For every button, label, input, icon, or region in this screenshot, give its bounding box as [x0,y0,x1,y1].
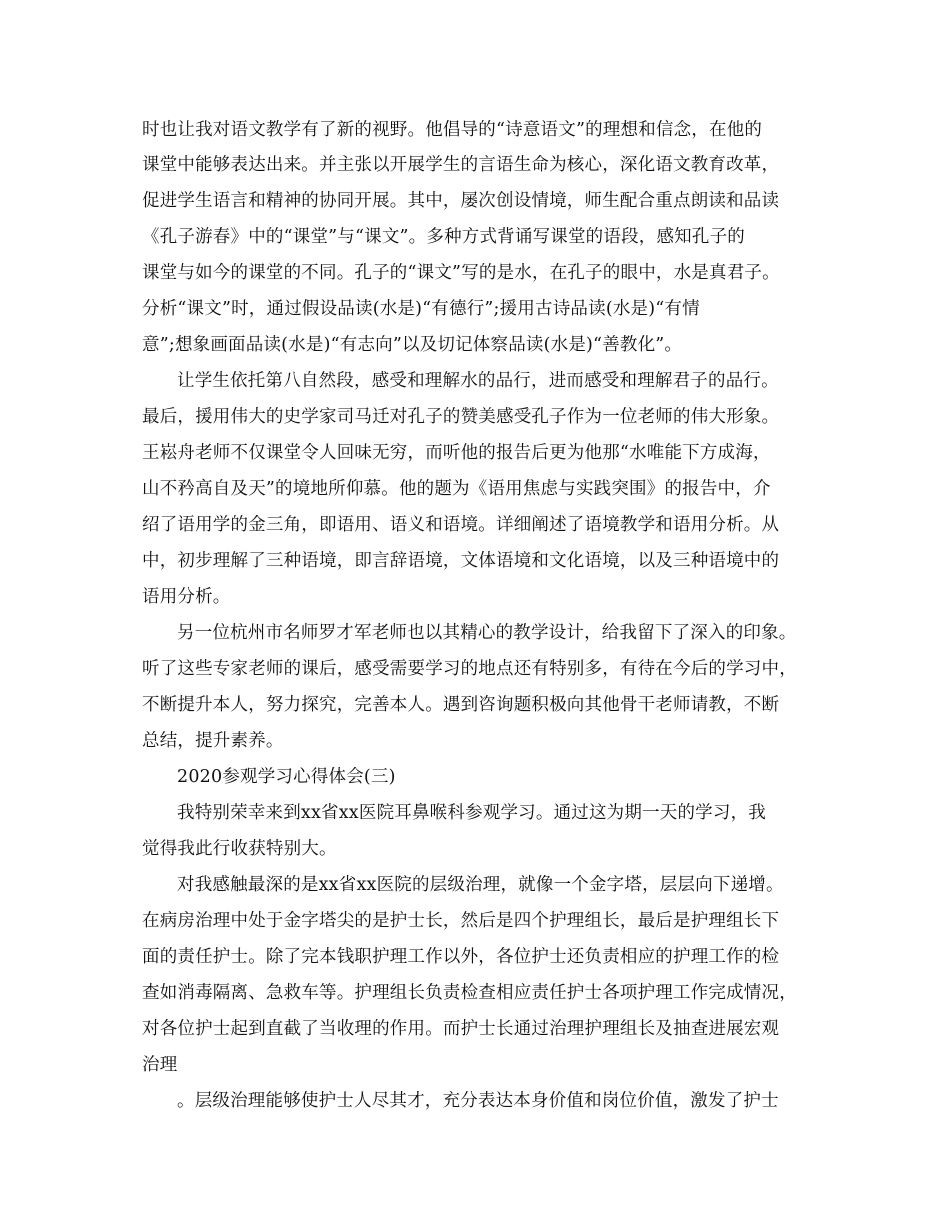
text-line: 治理 [142,1055,178,1075]
text-line: 面的责任护士。除了完本钱职护理工作以外，各位护士还负责相应的护理工作的检 [142,947,780,967]
text-line: 最后，援用伟大的史学家司马迁对孔子的赞美感受孔子作为一位老师的伟大形象。 [142,407,780,427]
text-line: 《孔子游春》中的“课堂”与“课文”。多种方式背诵写课堂的语段，感知孔子的 [142,227,745,247]
paragraph-start: 另一位杭州市名师罗才军老师也以其精心的教学设计，给我留下了深入的印象。 [177,623,797,643]
text-line: 总结，提升素养。 [142,731,284,751]
text-line: 促进学生语言和精神的协同开展。其中，屡次创设情境，师生配合重点朗读和品读 [142,191,780,211]
text-line: 中，初步理解了三种语境，即言辞语境，文体语境和文化语境，以及三种语境中的 [142,551,780,571]
text-line: 课堂中能够表达出来。并主张以开展学生的言语生命为核心，深化语文教育改革， [142,155,780,175]
text-line: 课堂与如今的课堂的不同。孔子的“课文”写的是水，在孔子的眼中，水是真君子。 [142,263,780,283]
text-line: 对各位护士起到直截了当收理的作用。而护士长通过治理护理组长及抽查进展宏观 [142,1019,780,1039]
text-line: 时也让我对语文教学有了新的视野。他倡导的“诗意语文”的理想和信念，在他的 [142,120,763,140]
text-line: 山不矜高自及天”的境地所仰慕。他的题为《语用焦虑与实践突围》的报告中，介 [142,479,771,499]
text-line: 分析“课文”时，通过假设品读(水是)“有德行”;援用古诗品读(水是)“有情 [142,299,700,319]
text-line: 绍了语用学的金三角，即语用、语义和语境。详细阐述了语境教学和语用分析。从 [142,515,780,535]
text-line: 在病房治理中处于金字塔尖的是护士长，然后是四个护理组长，最后是护理组长下 [142,911,780,931]
paragraph-start: 对我感触最深的是xx省xx医院的层级治理，就像一个金字塔，层层向下递增。 [177,875,784,895]
text-line: 查如消毒隔离、急救车等。护理组长负责检查相应责任护士各项护理工作完成情况， [142,983,797,1003]
text-line: 。层级治理能够使护士人尽其才，充分表达本身价值和岗位价值，激发了护士 [177,1091,779,1111]
text-line: 觉得我此行收获特别大。 [142,839,337,859]
text-line: 不断提升本人，努力探究，完善本人。遇到咨询题积极向其他骨干老师请教，不断 [142,695,780,715]
text-line: 王崧舟老师不仅课堂令人回味无穷，而听他的报告后更为他那“水唯能下方成海， [142,443,771,463]
text-line: 语用分析。 [142,587,231,607]
text-line: 意”;想象画面品读(水是)“有志向”以及切记体察品读(水是)“善教化”。 [142,335,683,355]
text-line: 听了这些专家老师的课后，感受需要学习的地点还有特别多，有待在今后的学习中， [142,659,797,679]
paragraph-start: 让学生依托第八自然段，感受和理解水的品行，进而感受和理解君子的品行。 [177,371,779,391]
paragraph-start: 我特别荣幸来到xx省xx医院耳鼻喉科参观学习。通过这为期一天的学习，我 [177,803,766,823]
section-heading: 2020参观学习心得体会(三) [177,767,396,787]
